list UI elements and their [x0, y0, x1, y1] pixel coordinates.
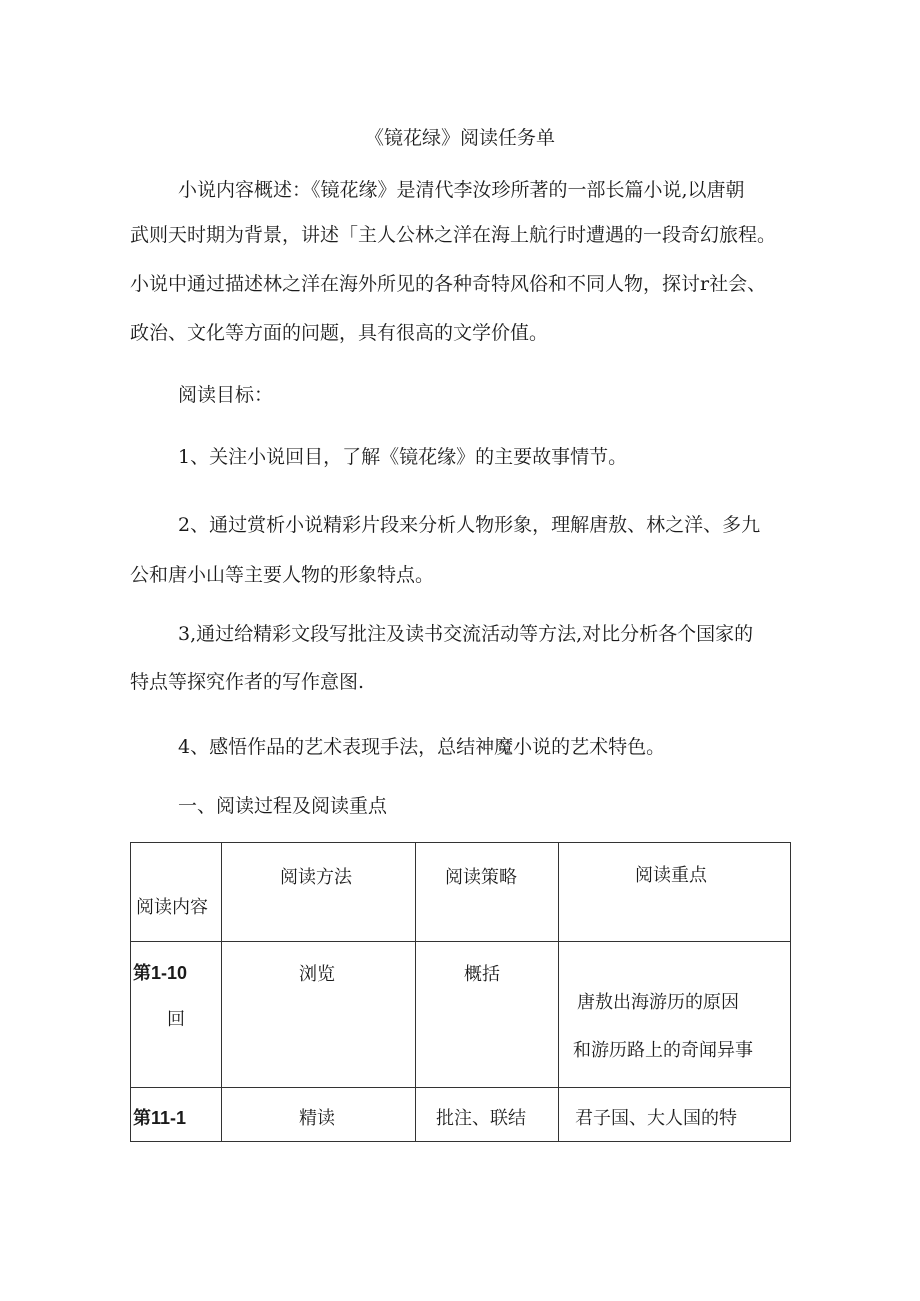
goal-item-4: 4、感悟作品的艺术表现手法，总结神魔小说的艺术特色。 [178, 736, 666, 758]
table-row [131, 942, 791, 1088]
goal-item-2-line-2: 公和唐小山等主要人物的形象特点。 [130, 564, 435, 586]
row1-method-cell [222, 942, 416, 1088]
header-method-label: 阅读方法 [280, 867, 352, 888]
row1-method: 浏览 [299, 964, 335, 985]
table-row [131, 1088, 791, 1142]
header-strategy-label: 阅读策略 [445, 867, 517, 888]
summary-line-4: 政治、文化等方面的问题，具有很高的文学价值。 [130, 322, 549, 344]
row2-content: 第11-1 [133, 1108, 187, 1128]
page-title: 《镜花绿》阅读任务单 [364, 127, 555, 149]
goal-item-1: 1、关注小说回目，了解《镜花缘》的主要故事情节。 [178, 446, 628, 468]
reading-table [130, 842, 791, 1142]
goals-heading: 阅读目标： [178, 384, 274, 406]
summary-line-2: 武则天时期为背景，讲述「主人公林之洋在海上航行时遭遇的一段奇幻旅程。 [130, 224, 777, 246]
row1-focus-line-1: 唐敖出海游历的原因 [577, 992, 739, 1013]
row1-strategy: 概括 [464, 964, 500, 985]
row2-method-cell [222, 1088, 416, 1142]
summary-line-1: 小说内容概述：《镜花缘》是清代李汝珍所著的一部长篇小说,以唐朝 [178, 179, 745, 201]
row2-method: 精读 [299, 1108, 335, 1129]
row1-content-line-2: 回 [167, 1009, 185, 1030]
row1-focus-line-2: 和游历路上的奇闻异事 [573, 1040, 753, 1061]
header-content-label: 阅读内容 [136, 897, 208, 918]
row2-focus: 君子国、大人国的特 [575, 1108, 737, 1129]
header-cell-method [222, 843, 416, 942]
header-cell-content [131, 843, 222, 942]
row1-strategy-cell [416, 942, 559, 1088]
summary-line-3: 小说中通过描述林之洋在海外所见的各种奇特风俗和不同人物，探讨r社会、 [130, 273, 767, 295]
section-heading: 一、阅读过程及阅读重点 [178, 795, 388, 817]
row2-strategy-cell [416, 1088, 559, 1142]
row2-content-cell [131, 1088, 222, 1142]
row2-focus-cell [559, 1088, 791, 1142]
goal-item-3-line-1: 3,通过给精彩文段写批注及读书交流活动等方法,对比分析各个国家的 [178, 623, 754, 645]
header-cell-focus [559, 843, 791, 942]
header-focus-label: 阅读重点 [635, 865, 707, 886]
goal-item-2-line-1: 2、通过赏析小说精彩片段来分析人物形象，理解唐敖、林之洋、多九 [178, 514, 761, 536]
row1-content-cell [131, 942, 222, 1088]
header-cell-strategy [416, 843, 559, 942]
goal-item-3-line-2: 特点等探究作者的写作意图. [130, 671, 365, 693]
table-header-row [131, 843, 791, 942]
row1-focus-cell [559, 942, 791, 1088]
row2-strategy: 批注、联结 [436, 1108, 526, 1129]
row1-content-line-1: 第1-10 [133, 963, 188, 983]
